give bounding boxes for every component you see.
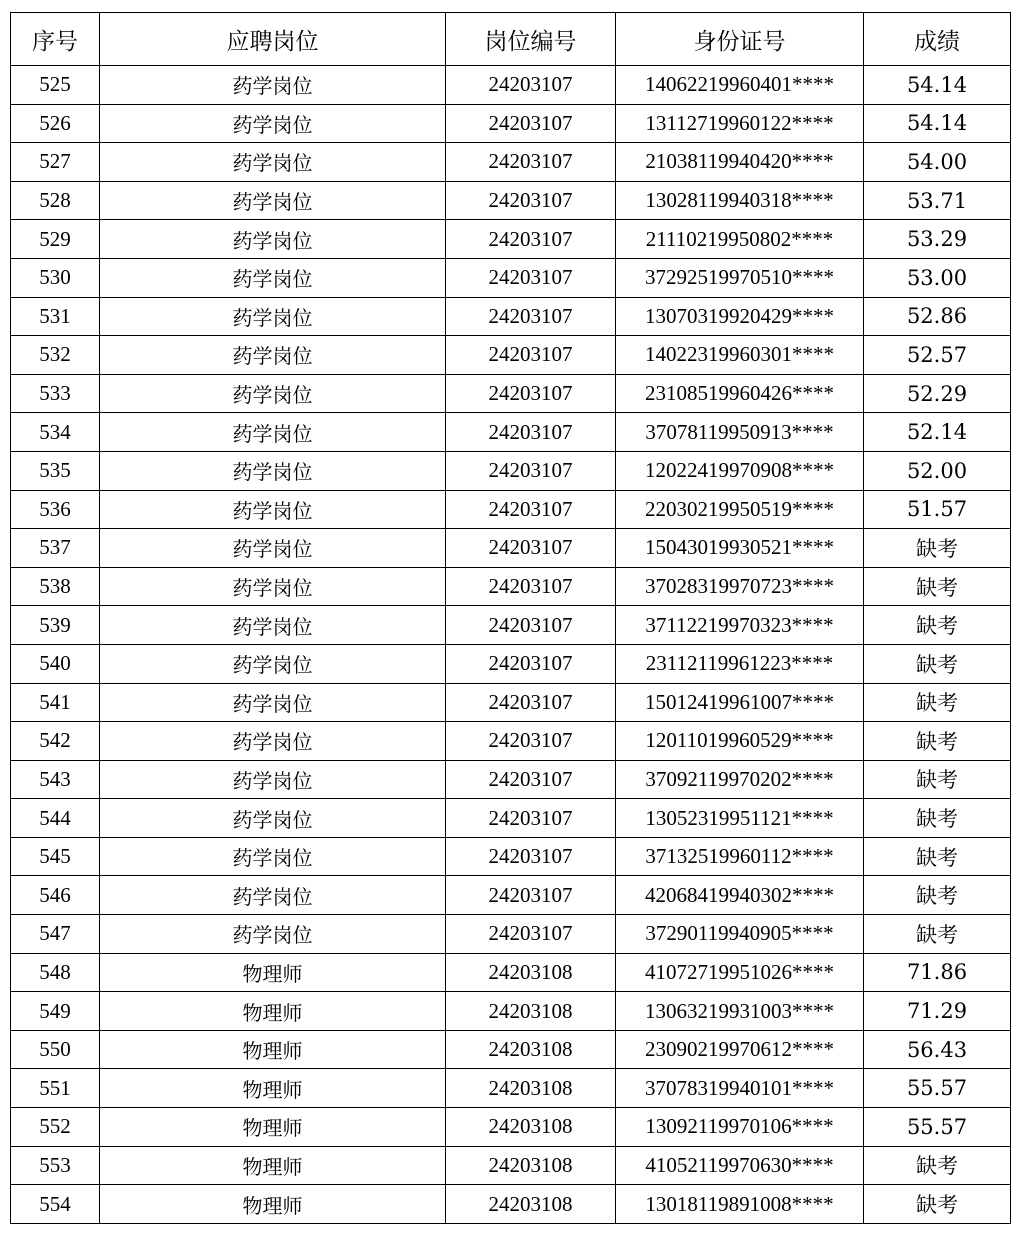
table-body bbox=[11, 66, 1011, 1224]
cell-code: 24203107 bbox=[446, 529, 616, 568]
cell-id-number: 21110219950802**** bbox=[616, 220, 864, 259]
cell-code: 24203108 bbox=[446, 1030, 616, 1069]
cell-no: 535 bbox=[11, 451, 100, 490]
cell-position: 物理师 bbox=[100, 1108, 446, 1147]
cell-id-number: 23112119961223**** bbox=[616, 644, 864, 683]
cell-score: 51.57 bbox=[864, 490, 1011, 529]
cell-id-number: 37028319970723**** bbox=[616, 567, 864, 606]
cell-no: 544 bbox=[11, 799, 100, 838]
cell-id-number: 13063219931003**** bbox=[616, 992, 864, 1031]
cell-id-number: 13028119940318**** bbox=[616, 181, 864, 220]
cell-no: 553 bbox=[11, 1146, 100, 1185]
results-table bbox=[10, 12, 1011, 1224]
table-row bbox=[11, 1146, 1011, 1185]
cell-code: 24203107 bbox=[446, 336, 616, 375]
table-row bbox=[11, 490, 1011, 529]
cell-score: 缺考 bbox=[864, 644, 1011, 683]
cell-position: 药学岗位 bbox=[100, 66, 446, 105]
table-row bbox=[11, 104, 1011, 143]
cell-no: 546 bbox=[11, 876, 100, 915]
cell-no: 539 bbox=[11, 606, 100, 645]
cell-score: 52.29 bbox=[864, 374, 1011, 413]
cell-position: 药学岗位 bbox=[100, 799, 446, 838]
cell-score: 缺考 bbox=[864, 722, 1011, 761]
cell-position: 物理师 bbox=[100, 1185, 446, 1224]
cell-no: 552 bbox=[11, 1108, 100, 1147]
cell-position: 物理师 bbox=[100, 1030, 446, 1069]
cell-no: 528 bbox=[11, 181, 100, 220]
cell-position: 药学岗位 bbox=[100, 722, 446, 761]
cell-id-number: 13112719960122**** bbox=[616, 104, 864, 143]
cell-no: 527 bbox=[11, 143, 100, 182]
cell-score: 71.86 bbox=[864, 953, 1011, 992]
cell-id-number: 37290119940905**** bbox=[616, 915, 864, 954]
cell-id-number: 13018119891008**** bbox=[616, 1185, 864, 1224]
cell-no: 548 bbox=[11, 953, 100, 992]
header-code: 岗位编号 bbox=[446, 13, 616, 66]
table-row bbox=[11, 722, 1011, 761]
cell-code: 24203107 bbox=[446, 143, 616, 182]
cell-no: 526 bbox=[11, 104, 100, 143]
cell-score: 55.57 bbox=[864, 1108, 1011, 1147]
cell-code: 24203107 bbox=[446, 722, 616, 761]
table-row bbox=[11, 143, 1011, 182]
cell-position: 药学岗位 bbox=[100, 876, 446, 915]
cell-no: 530 bbox=[11, 258, 100, 297]
cell-code: 24203108 bbox=[446, 1108, 616, 1147]
cell-no: 541 bbox=[11, 683, 100, 722]
cell-score: 52.86 bbox=[864, 297, 1011, 336]
cell-position: 药学岗位 bbox=[100, 336, 446, 375]
cell-no: 545 bbox=[11, 837, 100, 876]
table-row bbox=[11, 644, 1011, 683]
cell-no: 537 bbox=[11, 529, 100, 568]
cell-score: 缺考 bbox=[864, 915, 1011, 954]
cell-id-number: 37132519960112**** bbox=[616, 837, 864, 876]
cell-score: 54.14 bbox=[864, 104, 1011, 143]
header-id: 身份证号 bbox=[616, 13, 864, 66]
cell-position: 物理师 bbox=[100, 992, 446, 1031]
cell-position: 药学岗位 bbox=[100, 374, 446, 413]
cell-code: 24203107 bbox=[446, 683, 616, 722]
cell-score: 缺考 bbox=[864, 837, 1011, 876]
cell-code: 24203107 bbox=[446, 567, 616, 606]
cell-score: 71.29 bbox=[864, 992, 1011, 1031]
cell-no: 525 bbox=[11, 66, 100, 105]
cell-no: 538 bbox=[11, 567, 100, 606]
cell-no: 549 bbox=[11, 992, 100, 1031]
cell-score: 缺考 bbox=[864, 567, 1011, 606]
table-row bbox=[11, 374, 1011, 413]
cell-position: 药学岗位 bbox=[100, 644, 446, 683]
cell-code: 24203107 bbox=[446, 760, 616, 799]
cell-position: 药学岗位 bbox=[100, 567, 446, 606]
table-row bbox=[11, 181, 1011, 220]
cell-id-number: 14062219960401**** bbox=[616, 66, 864, 105]
cell-position: 药学岗位 bbox=[100, 915, 446, 954]
cell-no: 550 bbox=[11, 1030, 100, 1069]
cell-code: 24203107 bbox=[446, 644, 616, 683]
cell-position: 药学岗位 bbox=[100, 143, 446, 182]
table-row bbox=[11, 567, 1011, 606]
table-row bbox=[11, 760, 1011, 799]
cell-id-number: 42068419940302**** bbox=[616, 876, 864, 915]
cell-score: 缺考 bbox=[864, 876, 1011, 915]
cell-id-number: 37078119950913**** bbox=[616, 413, 864, 452]
cell-code: 24203107 bbox=[446, 837, 616, 876]
table-row bbox=[11, 837, 1011, 876]
cell-id-number: 21038119940420**** bbox=[616, 143, 864, 182]
table-row bbox=[11, 529, 1011, 568]
cell-id-number: 15043019930521**** bbox=[616, 529, 864, 568]
table-row bbox=[11, 606, 1011, 645]
header-position: 应聘岗位 bbox=[100, 13, 446, 66]
cell-position: 药学岗位 bbox=[100, 258, 446, 297]
cell-no: 536 bbox=[11, 490, 100, 529]
cell-no: 547 bbox=[11, 915, 100, 954]
cell-code: 24203107 bbox=[446, 451, 616, 490]
cell-score: 缺考 bbox=[864, 529, 1011, 568]
cell-no: 540 bbox=[11, 644, 100, 683]
cell-code: 24203108 bbox=[446, 1069, 616, 1108]
cell-no: 529 bbox=[11, 220, 100, 259]
table-row bbox=[11, 799, 1011, 838]
cell-position: 药学岗位 bbox=[100, 529, 446, 568]
table-row bbox=[11, 683, 1011, 722]
cell-no: 551 bbox=[11, 1069, 100, 1108]
cell-score: 54.14 bbox=[864, 66, 1011, 105]
cell-code: 24203107 bbox=[446, 374, 616, 413]
cell-id-number: 41072719951026**** bbox=[616, 953, 864, 992]
cell-no: 531 bbox=[11, 297, 100, 336]
cell-score: 52.57 bbox=[864, 336, 1011, 375]
cell-code: 24203107 bbox=[446, 181, 616, 220]
cell-code: 24203107 bbox=[446, 258, 616, 297]
cell-id-number: 12022419970908**** bbox=[616, 451, 864, 490]
table-row bbox=[11, 915, 1011, 954]
cell-no: 554 bbox=[11, 1185, 100, 1224]
cell-code: 24203107 bbox=[446, 799, 616, 838]
cell-no: 543 bbox=[11, 760, 100, 799]
cell-score: 缺考 bbox=[864, 1146, 1011, 1185]
cell-code: 24203108 bbox=[446, 953, 616, 992]
cell-code: 24203107 bbox=[446, 413, 616, 452]
cell-id-number: 13070319920429**** bbox=[616, 297, 864, 336]
table-row bbox=[11, 992, 1011, 1031]
table-row bbox=[11, 953, 1011, 992]
cell-id-number: 12011019960529**** bbox=[616, 722, 864, 761]
table-row bbox=[11, 1069, 1011, 1108]
cell-no: 542 bbox=[11, 722, 100, 761]
cell-position: 物理师 bbox=[100, 1146, 446, 1185]
cell-score: 缺考 bbox=[864, 760, 1011, 799]
cell-id-number: 13052319951121**** bbox=[616, 799, 864, 838]
table-row bbox=[11, 258, 1011, 297]
header-score: 成绩 bbox=[864, 13, 1011, 66]
table-row bbox=[11, 1030, 1011, 1069]
cell-position: 药学岗位 bbox=[100, 760, 446, 799]
cell-position: 药学岗位 bbox=[100, 104, 446, 143]
table-row bbox=[11, 1108, 1011, 1147]
cell-id-number: 23090219970612**** bbox=[616, 1030, 864, 1069]
cell-code: 24203108 bbox=[446, 1146, 616, 1185]
cell-code: 24203107 bbox=[446, 606, 616, 645]
cell-id-number: 14022319960301**** bbox=[616, 336, 864, 375]
cell-no: 532 bbox=[11, 336, 100, 375]
cell-score: 52.00 bbox=[864, 451, 1011, 490]
cell-id-number: 23108519960426**** bbox=[616, 374, 864, 413]
cell-id-number: 13092119970106**** bbox=[616, 1108, 864, 1147]
cell-score: 缺考 bbox=[864, 606, 1011, 645]
table-row bbox=[11, 336, 1011, 375]
cell-id-number: 37112219970323**** bbox=[616, 606, 864, 645]
cell-score: 缺考 bbox=[864, 683, 1011, 722]
cell-code: 24203107 bbox=[446, 104, 616, 143]
table-row bbox=[11, 1185, 1011, 1224]
header-row bbox=[11, 13, 1011, 66]
cell-score: 56.43 bbox=[864, 1030, 1011, 1069]
cell-code: 24203107 bbox=[446, 297, 616, 336]
table-row bbox=[11, 413, 1011, 452]
cell-code: 24203107 bbox=[446, 66, 616, 105]
cell-score: 52.14 bbox=[864, 413, 1011, 452]
cell-score: 53.29 bbox=[864, 220, 1011, 259]
cell-id-number: 22030219950519**** bbox=[616, 490, 864, 529]
cell-code: 24203108 bbox=[446, 992, 616, 1031]
cell-score: 53.00 bbox=[864, 258, 1011, 297]
cell-id-number: 37078319940101**** bbox=[616, 1069, 864, 1108]
cell-position: 物理师 bbox=[100, 1069, 446, 1108]
table-row bbox=[11, 451, 1011, 490]
cell-position: 药学岗位 bbox=[100, 451, 446, 490]
cell-code: 24203107 bbox=[446, 220, 616, 259]
table-row bbox=[11, 297, 1011, 336]
cell-id-number: 37092119970202**** bbox=[616, 760, 864, 799]
cell-id-number: 41052119970630**** bbox=[616, 1146, 864, 1185]
cell-position: 药学岗位 bbox=[100, 490, 446, 529]
cell-code: 24203108 bbox=[446, 1185, 616, 1224]
cell-code: 24203107 bbox=[446, 915, 616, 954]
cell-no: 533 bbox=[11, 374, 100, 413]
table-row bbox=[11, 876, 1011, 915]
cell-score: 缺考 bbox=[864, 1185, 1011, 1224]
cell-score: 54.00 bbox=[864, 143, 1011, 182]
table-row bbox=[11, 220, 1011, 259]
cell-position: 药学岗位 bbox=[100, 297, 446, 336]
cell-score: 53.71 bbox=[864, 181, 1011, 220]
cell-id-number: 37292519970510**** bbox=[616, 258, 864, 297]
cell-no: 534 bbox=[11, 413, 100, 452]
cell-position: 药学岗位 bbox=[100, 683, 446, 722]
cell-score: 55.57 bbox=[864, 1069, 1011, 1108]
header-no: 序号 bbox=[11, 13, 100, 66]
cell-position: 药学岗位 bbox=[100, 220, 446, 259]
cell-score: 缺考 bbox=[864, 799, 1011, 838]
table-row bbox=[11, 66, 1011, 105]
cell-position: 药学岗位 bbox=[100, 606, 446, 645]
cell-position: 药学岗位 bbox=[100, 837, 446, 876]
cell-position: 物理师 bbox=[100, 953, 446, 992]
cell-id-number: 15012419961007**** bbox=[616, 683, 864, 722]
cell-code: 24203107 bbox=[446, 876, 616, 915]
cell-code: 24203107 bbox=[446, 490, 616, 529]
cell-position: 药学岗位 bbox=[100, 413, 446, 452]
cell-position: 药学岗位 bbox=[100, 181, 446, 220]
